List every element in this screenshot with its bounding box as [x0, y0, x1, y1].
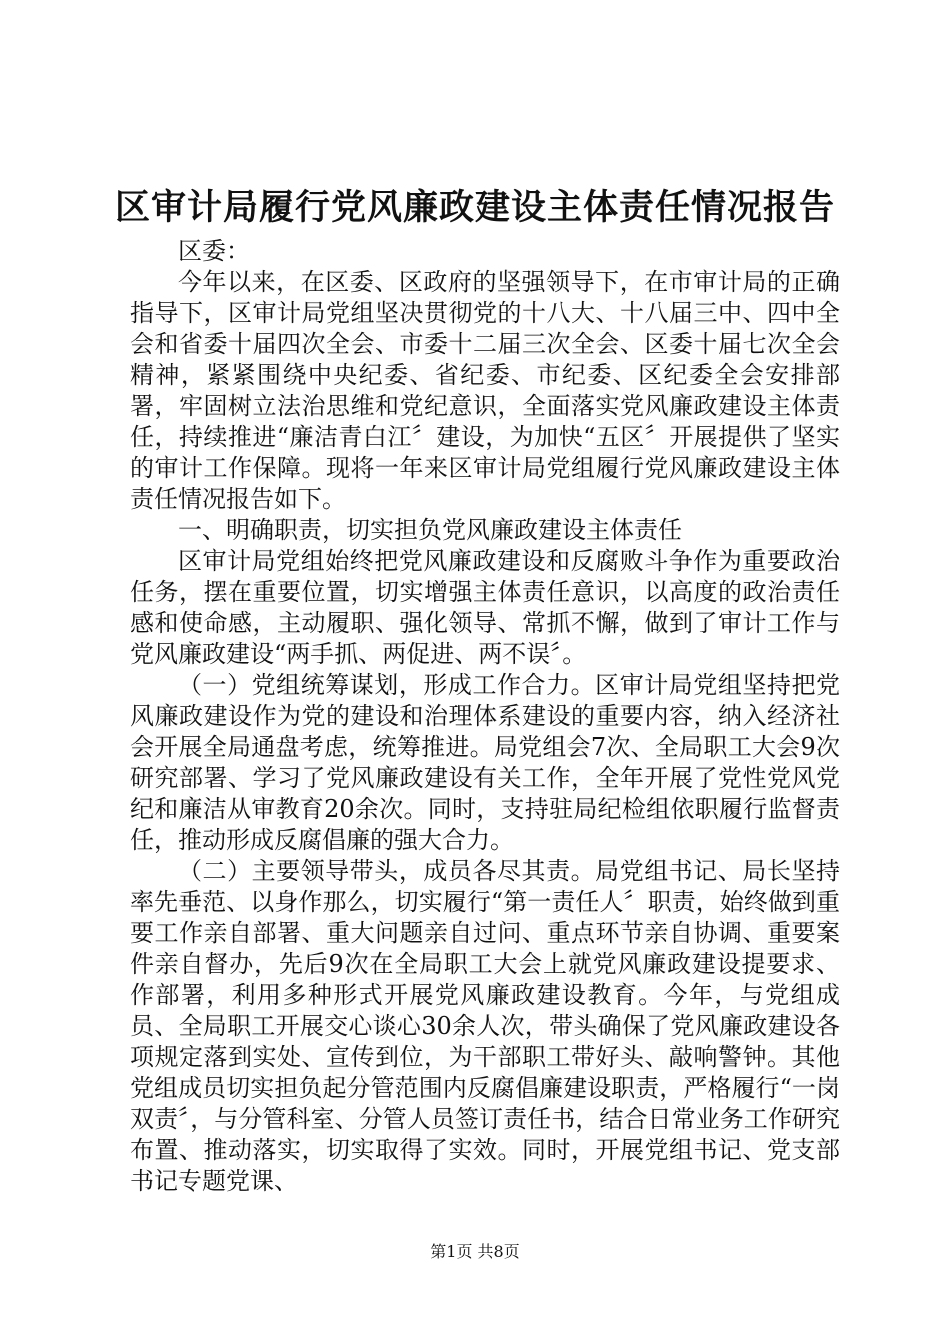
salutation: 区委： [178, 237, 250, 265]
paragraph-subsection-2: （二）主要领导带头，成员各尽其责。局党组书记、局长坚持率先垂范、以身作那么，切实履行“第一责任人〞职责，始终做到重要工作亲自部署、重大问题亲自过问、重点环节亲自协调、重要案件亲自督办，先后9次在全局职工大会上就党风廉政建设提要求、作部署，利用多种形式开展党风廉政建设教育。今年，与党组成员、全局职工开展交心谈心30余人次，带头确保了党风廉政建设各项规定落到实处、宣传到位，为干部职工带好头、敲响警钟。其他党组成员切实担负起分管范围内反腐倡廉建设职责，严格履行“一岗双责〞，与分管科室、分管人员签订责任书，结合日常业务工作研究布置、推动落实，切实取得了实效。同时，开展党组书记、党支部书记专题党课、 [130, 857, 840, 1195]
page-number-footer: 第1页 共8页 [430, 1242, 520, 1261]
section-heading: 一、明确职责，切实担负党风廉政建设主体责任 [178, 516, 682, 544]
paragraph-section-1: 区审计局党组始终把党风廉政建设和反腐败斗争作为重要政治任务，摆在重要位置，切实增强主体责任意识，以高度的政治责任感和使命感，主动履职、强化领导、常抓不懈，做到了审计工作与党风廉政建设“两手抓、两促进、两不误〞。 [130, 547, 840, 668]
document-title: 区审计局履行党风廉政建设主体责任情况报告 [114, 187, 835, 228]
paragraph-subsection-1: （一）党组统筹谋划，形成工作合力。区审计局党组坚持把党风廉政建设作为党的建设和治理体系建设的重要内容，纳入经济社会开展全局通盘考虑，统筹推进。局党组会7次、全局职工大会9次研究部署、学习了党风廉政建设有关工作，全年开展了党性党风党纪和廉洁从审教育20余次。同时，支持驻局纪检组依职履行监督责任，推动形成反腐倡廉的强大合力。 [130, 671, 840, 854]
paragraph-intro: 今年以来，在区委、区政府的坚强领导下，在市审计局的正确指导下，区审计局党组坚决贯彻党的十八大、十八届三中、四中全会和省委十届四次全会、市委十二届三次全会、区委十届七次全会精神，紧紧围绕中央纪委、省纪委、市纪委、区纪委全会安排部署，牢固树立法治思维和党纪意识，全面落实党风廉政建设主体责任，持续推进“廉洁青白江〞建设，为加快“五区〞开展提供了坚实的审计工作保障。现将一年来区审计局党组履行党风廉政建设主体责任情况报告如下。 [130, 268, 840, 513]
document-body [130, 236, 840, 1197]
